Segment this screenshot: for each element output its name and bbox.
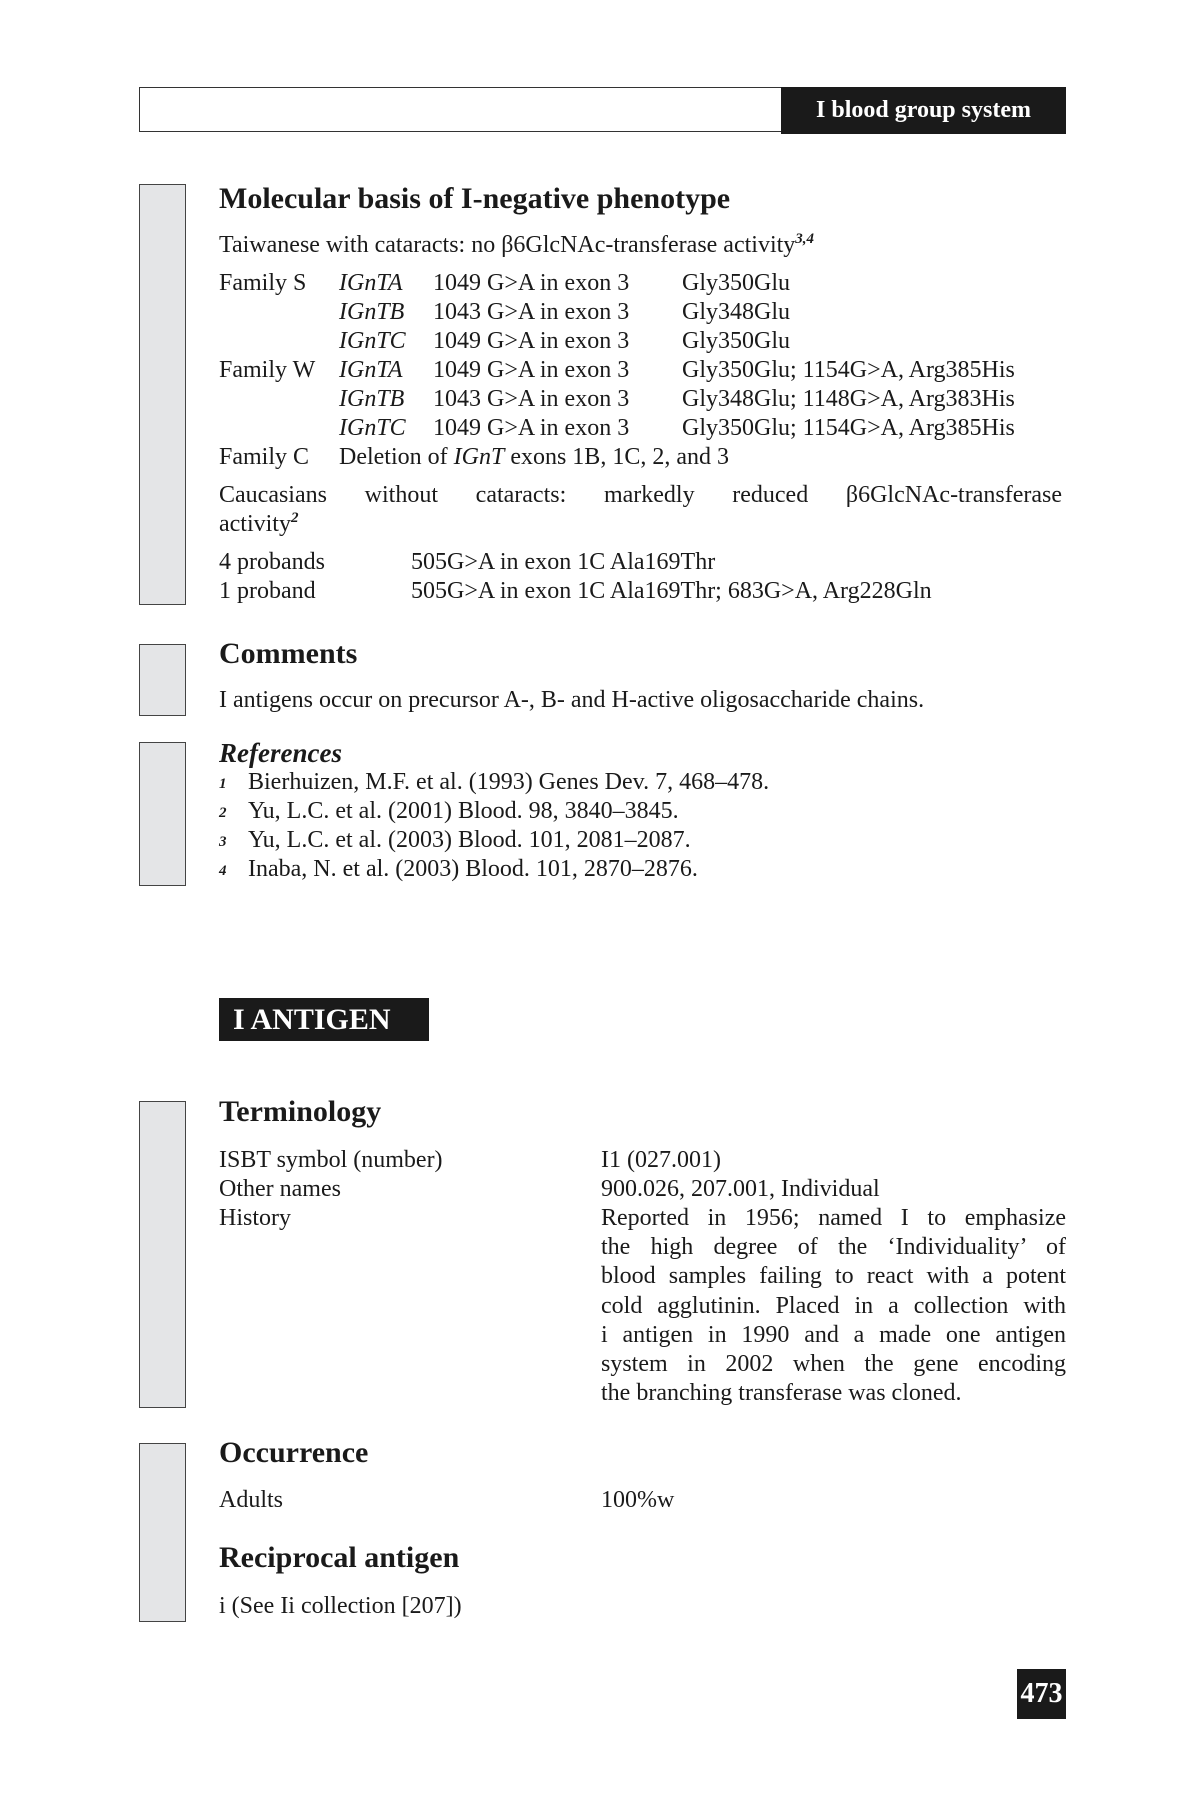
- other-names-value: 900.026, 207.001, Individual: [601, 1176, 880, 1202]
- reference-text: Yu, L.C. et al. (2001) Blood. 98, 3840–3845.: [248, 798, 679, 824]
- family-c-description: [339, 443, 729, 472]
- mutation: 1049 G>A in exon 3: [433, 357, 630, 383]
- proband-value: 505G>A in exon 1C Ala169Thr: [411, 549, 716, 575]
- family-c-post: exons 1B, 1C, 2, and 3: [504, 444, 729, 470]
- history-line: blood samples failing to react with a potent: [601, 1263, 1066, 1290]
- gene-name: IGnTB: [339, 386, 405, 412]
- reciprocal-heading: Reciprocal antigen: [219, 1541, 460, 1574]
- proband-value: 505G>A in exon 1C Ala169Thr; 683G>A, Arg228Gln: [411, 578, 932, 604]
- section-bar: [139, 184, 186, 605]
- occurrence-value: 100%w: [601, 1487, 675, 1513]
- mutation: 1049 G>A in exon 3: [433, 270, 630, 296]
- history-text: [601, 1204, 1066, 1408]
- effect: Gly350Glu; 1154G>A, Arg385His: [682, 357, 1015, 383]
- history-label: History: [219, 1205, 291, 1231]
- mutation: 1049 G>A in exon 3: [433, 328, 630, 354]
- effect: Gly350Glu: [682, 270, 790, 296]
- references-heading: References: [219, 738, 342, 768]
- comments-text: I antigens occur on precursor A-, B- and H-active oligosaccharide chains.: [219, 687, 925, 713]
- reference-number: 2: [219, 805, 227, 821]
- gene-name: IGnTA: [339, 357, 403, 383]
- mutation: 1043 G>A in exon 3: [433, 386, 630, 412]
- taiwanese-refs: 3,4: [795, 231, 815, 247]
- reference-text: Yu, L.C. et al. (2003) Blood. 101, 2081–2087.: [248, 827, 691, 853]
- reference-text: Bierhuizen, M.F. et al. (1993) Genes Dev. 7, 468–478.: [248, 769, 770, 795]
- effect: Gly350Glu: [682, 328, 790, 354]
- reference-item: [219, 825, 227, 857]
- gene-name: IGnTB: [339, 299, 405, 325]
- family-label: Family W: [219, 357, 316, 383]
- family-label: Family C: [219, 444, 310, 470]
- reference-text: Inaba, N. et al. (2003) Blood. 101, 2870–2876.: [248, 856, 698, 882]
- proband-label: 4 probands: [219, 549, 325, 575]
- terminology-heading: Terminology: [219, 1095, 382, 1128]
- gene-name: IGnTA: [339, 270, 403, 296]
- section-bar: [139, 1443, 186, 1622]
- proband-label: 1 proband: [219, 578, 316, 604]
- occurrence-heading: Occurrence: [219, 1436, 369, 1469]
- history-line: cold agglutinin. Placed in a collection with: [601, 1292, 1066, 1319]
- mutation: 1049 G>A in exon 3: [433, 415, 630, 441]
- taiwanese-line: [219, 231, 814, 260]
- occurrence-label: Adults: [219, 1487, 284, 1513]
- reference-number: 4: [219, 863, 227, 879]
- section-bar: [139, 1101, 186, 1408]
- gene-name: IGnTC: [339, 415, 406, 441]
- reference-number: 1: [219, 776, 227, 792]
- gene-name: IGnTC: [339, 328, 406, 354]
- other-names-label: Other names: [219, 1176, 341, 1202]
- caucasian-line-2: [219, 510, 298, 539]
- history-line: i antigen in 1990 and a made one antigen: [601, 1321, 1066, 1348]
- family-label: Family S: [219, 270, 307, 296]
- effect: Gly348Glu; 1148G>A, Arg383His: [682, 386, 1015, 412]
- caucasian-ref: 2: [290, 510, 299, 526]
- history-line: system in 2002 when the gene encoding: [601, 1351, 1066, 1378]
- reference-item: [219, 854, 227, 886]
- history-line: the branching transferase was cloned.: [601, 1380, 962, 1407]
- history-line: the high degree of the ‘Individuality’ of: [601, 1234, 1066, 1261]
- antigen-title: I ANTIGEN: [219, 998, 429, 1041]
- effect: Gly348Glu: [682, 299, 790, 325]
- history-line: Reported in 1956; named I to emphasize: [601, 1205, 1066, 1231]
- family-c-pre: Deletion of: [339, 444, 454, 470]
- page-number: 473: [1017, 1669, 1066, 1719]
- comments-heading: Comments: [219, 637, 358, 670]
- gene-name: IGnT: [453, 444, 505, 470]
- taiwanese-text: Taiwanese with cataracts: no β6GlcNAc-transferase activity: [219, 232, 796, 258]
- running-header: I blood group system: [781, 87, 1066, 134]
- isbt-label: ISBT symbol (number): [219, 1147, 443, 1173]
- mutation: 1043 G>A in exon 3: [433, 299, 630, 325]
- reference-item: [219, 796, 227, 828]
- section-bar: [139, 742, 186, 886]
- reference-number: 3: [219, 834, 227, 850]
- reference-item: [219, 767, 227, 799]
- reciprocal-text: i (See Ii collection [207]): [219, 1593, 462, 1619]
- effect: Gly350Glu; 1154G>A, Arg385His: [682, 415, 1015, 441]
- caucasian-line: Caucasians without cataracts: markedly reduced β6GlcNAc-transferase: [219, 482, 1062, 508]
- section-bar: [139, 644, 186, 716]
- molecular-heading: Molecular basis of I-negative phenotype: [219, 182, 731, 215]
- caucasian-activity: activity: [219, 511, 291, 537]
- isbt-value: I1 (027.001): [601, 1147, 721, 1173]
